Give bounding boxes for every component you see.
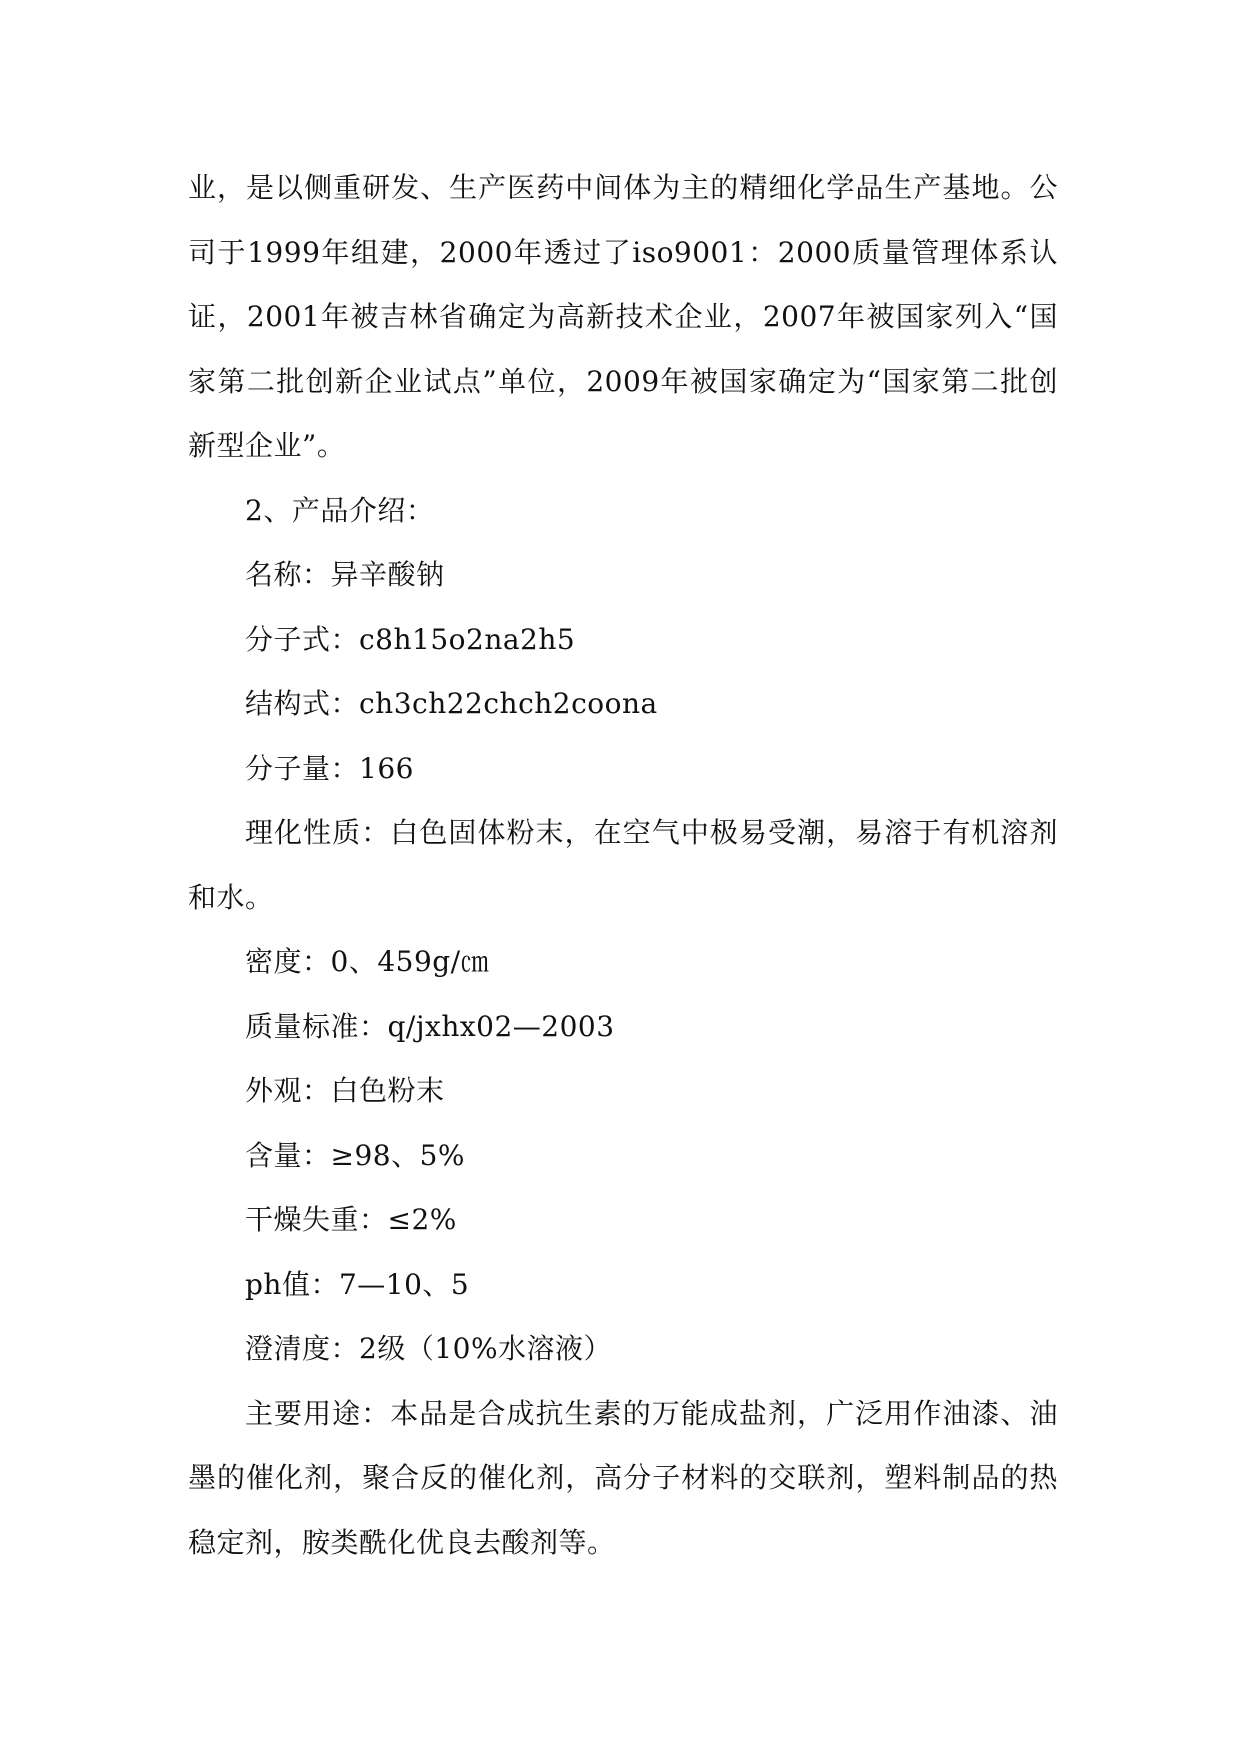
section-heading-product-intro: 2、产品介绍： [245,493,435,527]
clarity: 澄清度：2级（10%水溶液） [245,1332,613,1365]
main-uses: 主要用途：本品是合成抗生素的万能成盐剂，广泛用作油漆、油墨的催化剂，聚合反的催化剂，高分子材料的交联剂，塑料制品的热稳定剂，胺类酰化优良去酸剂等。 [188,1396,1058,1559]
structural-formula: 结构式：ch3ch22chch2coona [245,687,658,720]
quality-standard: 质量标准：q/jxhx02—2003 [245,1009,615,1043]
appearance: 外观：白色粉末 [245,1074,445,1107]
document-body [188,156,1058,1575]
loss-on-drying: 干燥失重：≤2% [245,1203,457,1236]
company-intro-paragraph: 业，是以侧重研发、生产医药中间体为主的精细化学品生产基地。公司于1999年组建，2000年透过了iso9001：2000质量管理体系认证，2001年被吉林省确定为高新技术企业，2007年被国家列入“国家第二批创新企业试点”单位，2009年被国家确定为“国家第二批创新型企业”。 [188,171,1058,462]
product-name: 名称：异辛酸钠 [245,558,445,591]
molecular-weight: 分子量：166 [245,751,414,785]
content-assay: 含量：≥98、5% [245,1138,466,1172]
physicochemical-properties: 理化性质：白色固体粉末，在空气中极易受潮，易溶于有机溶剂和水。 [188,816,1058,914]
ph-value: ph值：7—10、5 [245,1267,470,1301]
density: 密度：0、459g/㎝ [245,945,490,978]
molecular-formula: 分子式：c8h15o2na2h5 [245,622,576,656]
